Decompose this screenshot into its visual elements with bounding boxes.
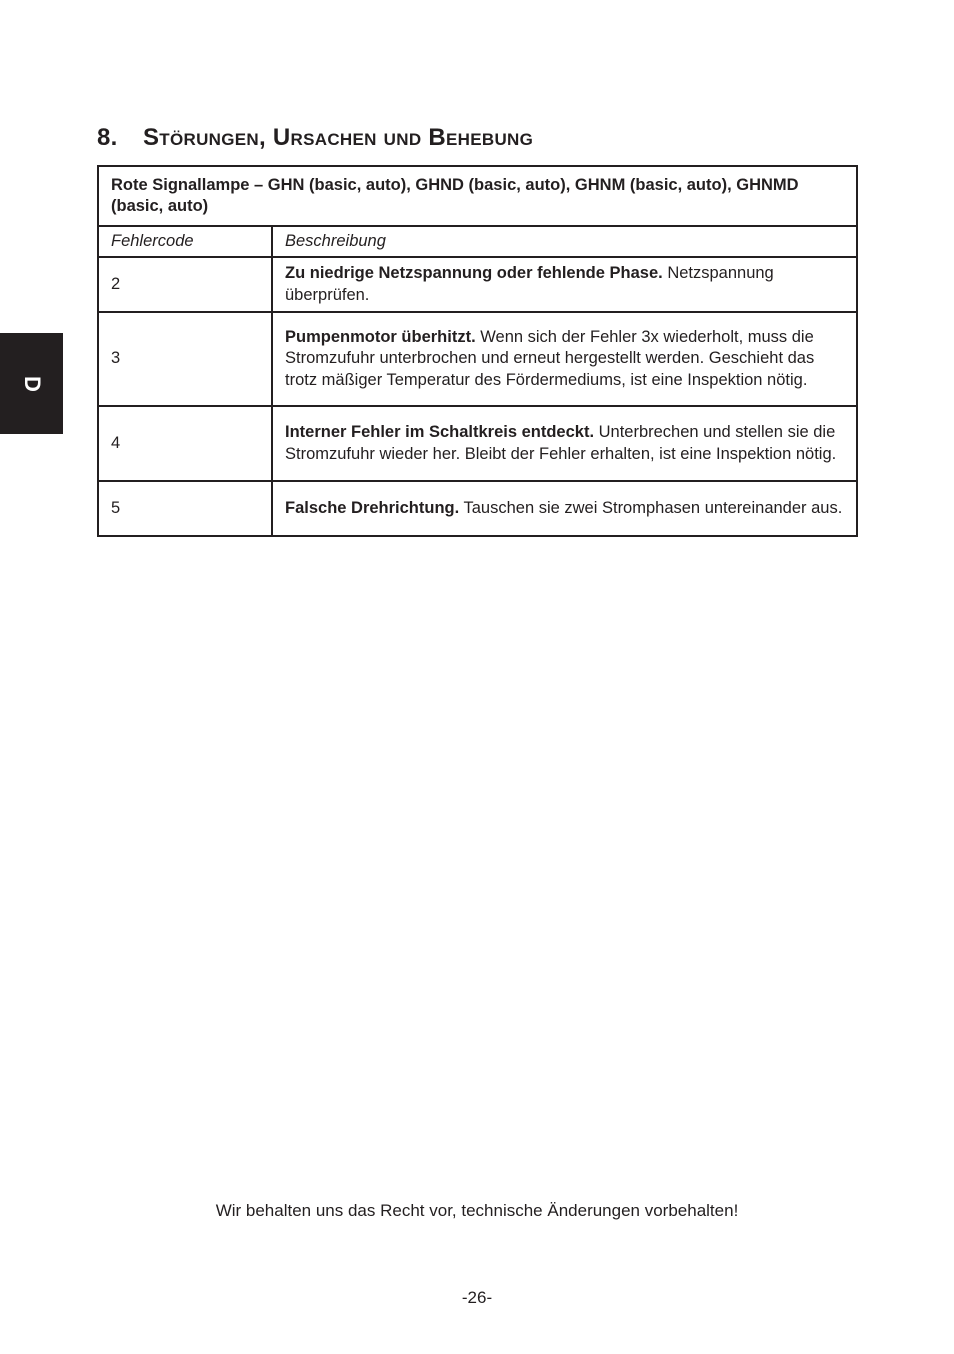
description-text: Unterbrechen und stellen sie die Stromzufuhr wieder her. Bleibt der Fehler erhalten, ist eine Inspektion nötig. — [285, 423, 837, 463]
description-heading: Interner Fehler im Schaltkreis entdeckt. — [285, 423, 595, 441]
table-header-row — [98, 226, 857, 257]
description-cell — [272, 257, 857, 312]
language-tab — [0, 333, 63, 434]
error-code-cell: 5 — [98, 481, 272, 536]
section-title: Störungen, Ursachen und Behebung — [143, 124, 534, 151]
language-tab-label: D — [19, 375, 45, 392]
description-heading: Falsche Drehrichtung. — [285, 498, 460, 517]
table-row — [98, 257, 857, 312]
description-cell — [272, 406, 857, 481]
description-heading: Zu niedrige Netzspannung oder fehlende Phase. — [285, 264, 663, 282]
table-row — [98, 312, 857, 406]
section-heading — [97, 122, 533, 154]
description-text: Tauschen sie zwei Stromphasen untereinander aus. — [459, 498, 843, 517]
error-code-cell: 2 — [98, 257, 272, 312]
error-code-table — [97, 165, 858, 537]
page-number: -26- — [461, 1288, 493, 1307]
description-text: Wenn sich der Fehler 3x wiederholt, muss die Stromzufuhr unterbrochen und erneut hergestellt werden. Geschieht das trotz mäßiger Temperatur des Fördermediums, ist eine Inspektion nötig. — [285, 327, 815, 389]
column-header-description: Beschreibung — [272, 226, 857, 257]
table-row — [98, 406, 857, 481]
description-heading: Pumpenmotor überhitzt. — [285, 327, 476, 346]
table-title: Rote Signallampe – GHN (basic, auto), GHND (basic, auto), GHNM (basic, auto), GHNMD (basic, auto) — [98, 166, 857, 226]
column-header-code: Fehlercode — [98, 226, 272, 257]
section-number: 8. — [97, 124, 118, 151]
table-title-row — [98, 166, 857, 226]
description-cell — [272, 481, 857, 536]
description-text: Netzspannung überprüfen. — [285, 264, 774, 304]
error-code-cell: 4 — [98, 406, 272, 481]
table-row — [98, 481, 857, 536]
description-cell — [272, 312, 857, 406]
error-code-cell: 3 — [98, 312, 272, 406]
footer-note: Wir behalten uns das Recht vor, technische Änderungen vorbehalten! — [215, 1201, 739, 1220]
